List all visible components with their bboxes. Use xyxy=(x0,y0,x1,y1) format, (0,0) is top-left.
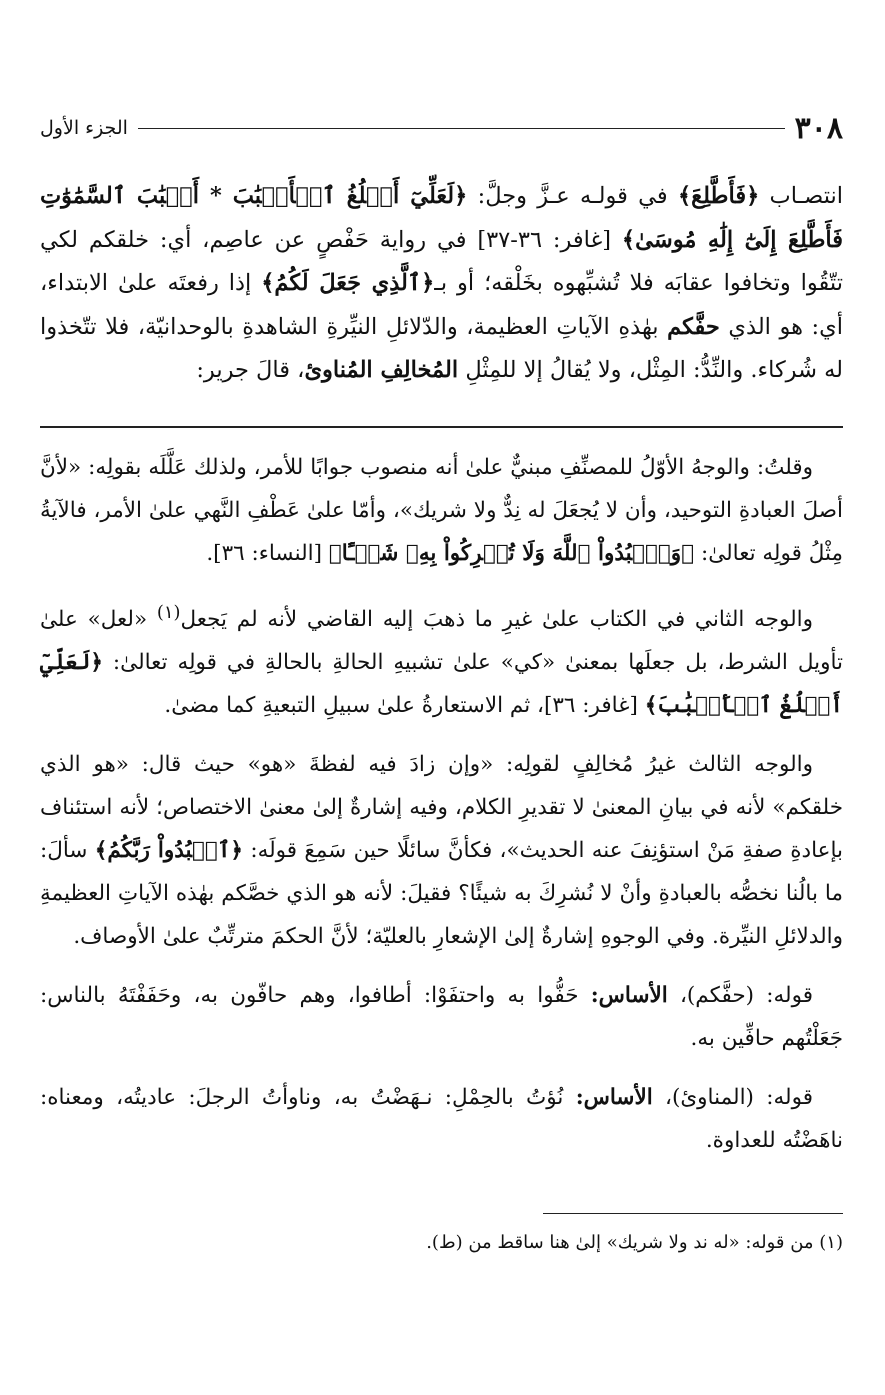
commentary-paragraph xyxy=(40,974,843,1060)
text-run: [النساء: ٣٦]. xyxy=(206,541,323,566)
quran-quote: ﴿وَٱعۡبُدُواْ ٱللَّهَ وَلَا تُشۡرِكُواْ بِهِۦ شَيۡـًٔا﴾ xyxy=(328,541,695,566)
keyword: حفَّكم xyxy=(667,313,720,340)
text-run: والوجه الثاني في الكتاب علىٰ غيرِ ما ذهبَ إليه القاضي لأنه لم يَجعل xyxy=(180,607,813,633)
keyword: المُخالِفِ المُناوئ xyxy=(304,357,459,383)
quran-quote: ﴿لَعَلِّيٓ أَبۡلُغُ ٱلۡأَسۡبَٰبَ﴾ xyxy=(40,650,843,719)
text-run: ، قالَ جرير: xyxy=(196,357,305,383)
section-title: الجزء الأول xyxy=(40,117,128,139)
source-label: الأساس: xyxy=(590,983,668,1009)
text-run: في قولـه عـزَّ وجلَّ: xyxy=(477,183,668,209)
text-run: سألَ: ما بالُنا نخصُّه بالعبادةِ وأنْ لا نُشرِكَ به شيئًا؟ فقيلَ: لأنه هو الذي خصَّكم بهٰذه الآياتِ العظيمةِ والدلائلِ النيِّرة. وفي الوجوهِ إشارةٌ إلىٰ الإشعارِ بالعليّة؛ لأنَّ الحكمَ مترتِّبٌ علىٰ الأوصاف. xyxy=(40,838,843,950)
text-run: إذا رفعتَه علىٰ الابتداء، أي: هو الذي xyxy=(40,270,843,340)
footnote-marker: (١) xyxy=(156,602,181,623)
footnote: (١) من قوله: «له ند ولا شريك» إلىٰ هنا ساقط من (ط). xyxy=(426,1232,843,1253)
commentary xyxy=(40,446,843,1178)
text-run: انتصـاب xyxy=(769,183,843,209)
text-run: والوجه الثالث غيرُ مُخالِفٍ لقولِه: «وإن زادَ فيه لفظةَ «هو» حيث قال: «هو الذي خلقكم» لأنه في بيانِ المعنىٰ لا تقديرِ الكلام، وفيه إشارةٌ إلىٰ معنىٰ الاختصاص؛ لأنه استئناف بإعادةِ صفةِ مَنْ استؤنِفَ عنه الحديث»، فكأنَّ سائلًا حين سَمِعَ قولَه: xyxy=(40,752,843,864)
page-number: ٣٠٨ xyxy=(794,110,843,146)
text-run: قوله: (المناوئ)، xyxy=(665,1085,813,1111)
source-label: الأساس: xyxy=(575,1085,653,1111)
text-run: نُؤتُ بالحِمْلِ: نـهَضْتُ به، وناوأتُ الرجلَ: عاديتُه، ومعناه: ناهَضْتُه للعداوة. xyxy=(40,1085,843,1154)
main-text xyxy=(40,175,843,393)
commentary-paragraph xyxy=(40,591,843,727)
text-run: حَفُّوا به واحتفَوْا: أطافوا، وهم حافّون به، وحَفَفْتَهُ بالناس: جَعَلْتُهم حافِّين به. xyxy=(40,983,843,1052)
quran-quote: ﴿لَعَلِّيٓ أَبۡلُغُ ٱلۡأَسۡبَٰبَ * أَسۡبَٰبَ ٱلسَّمَٰوَٰتِ فَأَطَّلِعَ إِلَىٰٓ إِلَٰهِ مُوسَىٰ﴾ xyxy=(40,183,843,253)
footnote-rule xyxy=(543,1213,843,1214)
text-run: [غافر: ٣٦-٣٧] في رواية حَفْصٍ عن عاصِم، أي: خلقكم لكي تتّقُوا وتخافوا عقابَه فلا تُشبِّهوه بخَلْقه؛ أو بـ xyxy=(40,226,843,296)
quran-quote: ﴿ٱعۡبُدُواْ رَبَّكُمُ﴾ xyxy=(94,838,244,864)
commentary-paragraph xyxy=(40,1076,843,1162)
quran-quote: ﴿فَأَطَّلِعَ﴾ xyxy=(677,183,760,209)
text-run: قوله: (حفَّكم)، xyxy=(679,983,813,1009)
text-run: بهٰذهِ الآياتِ العظيمة، والدّلائلِ النيِّرةِ الشاهدةِ بالوحدانيّة، فلا تتّخذوا له شُركاء. والنِّدُّ: المِثْل، ولا يُقالُ إلا للمِثْلِ xyxy=(40,313,843,383)
page-header xyxy=(40,108,843,148)
header-rule xyxy=(138,128,785,129)
main-paragraph xyxy=(40,175,843,393)
commentary-paragraph xyxy=(40,743,843,958)
commentary-paragraph xyxy=(40,446,843,575)
text-run: وقلتُ: والوجهُ الأوّلُ للمصنِّفِ مبنيٌّ علىٰ أنه منصوب جوابًا للأمر، ولذلك عَلَّلَه بقولِه: «لأنَّ أصلَ العبادةِ التوحيد، وأن لا يُجعَلَ له نِدٌّ ولا شريك»، وأمّا علىٰ عَطْفِ النَّهي علىٰ الأمر، فالآيةُ مِثْلُ قولِه تعالىٰ: xyxy=(40,455,843,566)
text-run: [غافر: ٣٦]، ثم الاستعارةُ علىٰ سبيلِ التبعيةِ كما مضىٰ. xyxy=(164,693,638,719)
quran-quote: ﴿ٱلَّذِي جَعَلَ لَكُمُ﴾ xyxy=(261,270,435,296)
text-run: «لعل» علىٰ تأويل الشرط، بل جعلَها بمعنىٰ «كي» علىٰ تشبيهِ الحالةِ بالحالةِ في قولِه تعالىٰ: xyxy=(40,607,844,676)
section-divider xyxy=(40,426,843,428)
